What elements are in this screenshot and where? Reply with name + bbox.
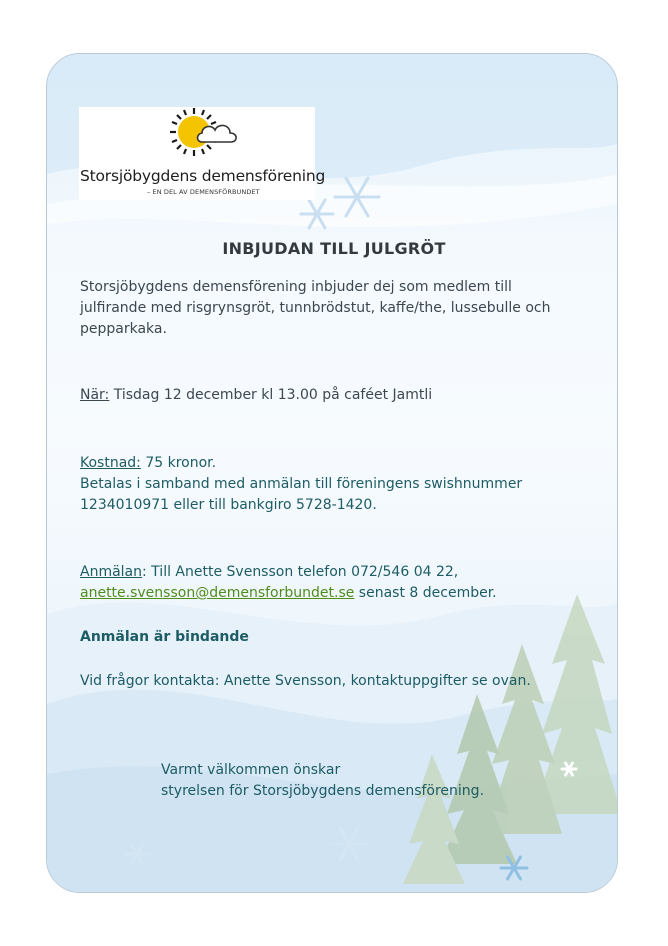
signup-text: : Till Anette Svensson telefon 072/546 04 22, (142, 564, 459, 580)
when-paragraph (80, 385, 432, 406)
signup-paragraph (80, 562, 458, 583)
closing-line-2: styrelsen för Storsjöbygdens demensförening. (161, 783, 485, 799)
intro-line-2: julfirande med risgrynsgröt, tunnbrödstut, kaffe/the, lussebulle och (80, 300, 551, 316)
questions-line: Vid frågor kontakta: Anette Svensson, kontaktuppgifter se ovan. (80, 673, 531, 689)
organization-name: Storsjöbygdens demensförening (80, 167, 326, 185)
sun-cloud-logo-icon (168, 106, 248, 162)
cost-label: Kostnad: (80, 455, 141, 471)
binding-notice: Anmälan är bindande (80, 629, 249, 645)
closing-line-1: Varmt välkommen önskar (161, 762, 341, 778)
cost-text: 75 kronor. (140, 455, 217, 471)
when-text: Tisdag 12 december kl 13.00 på caféet Jamtli (109, 387, 433, 403)
intro-line-3: pepparkaka. (80, 321, 167, 337)
page-title: INBJUDAN TILL JULGRÖT (222, 239, 446, 258)
organization-tagline: – EN DEL AV DEMENSFÖRBUNDET (147, 188, 260, 196)
intro-line-1: Storsjöbygdens demensförening inbjuder dej som medlem till (80, 279, 512, 295)
when-label: När: (80, 387, 110, 403)
email-link[interactable]: anette.svensson@demensforbundet.se (80, 585, 355, 601)
cost-line-2: Betalas i samband med anmälan till föreningens swishnummer (80, 476, 523, 492)
signup-line-2 (80, 583, 497, 604)
cost-line-3: 1234010971 eller till bankgiro 5728-1420. (80, 497, 377, 513)
signup-deadline: senast 8 december. (354, 585, 497, 601)
cost-paragraph (80, 453, 216, 474)
signup-label: Anmälan (80, 564, 143, 580)
